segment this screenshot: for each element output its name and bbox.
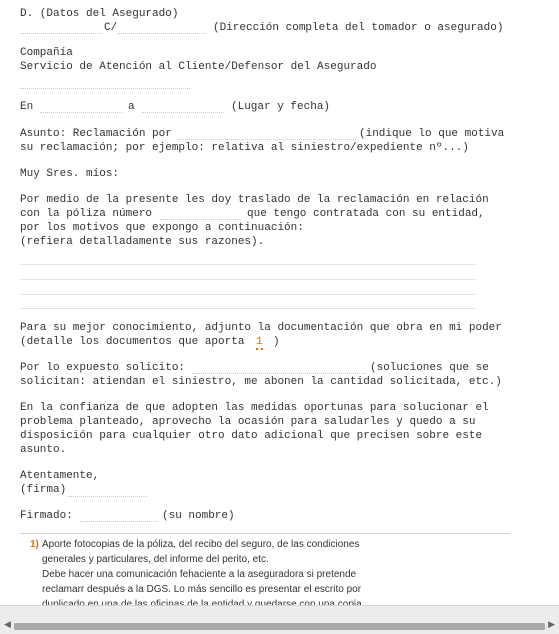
insured-data: D. (Datos del Asegurado) xyxy=(20,8,179,20)
policy-number-blank xyxy=(160,219,242,220)
greeting: Muy Sres. míos: xyxy=(20,168,120,180)
request-prefix: Por lo expuesto solicito: xyxy=(20,362,186,374)
scroll-left-arrow-icon[interactable]: ◀ xyxy=(4,620,11,630)
request-note: (soluciones que se xyxy=(370,362,489,374)
closing-line3: disposición para cualquier otro dato adicional que precisen sobre este xyxy=(20,430,483,442)
subject-note: (indique lo que motiva xyxy=(359,128,505,140)
place-blank xyxy=(40,112,122,113)
name-blank xyxy=(80,521,158,522)
place-prefix: En xyxy=(20,101,34,113)
reason-line-4 xyxy=(20,308,476,309)
body2-line2a: (detalle los documentos que aporta xyxy=(20,336,245,348)
signature-blank xyxy=(68,496,148,497)
request-blank xyxy=(192,373,366,374)
signed-prefix: Firmado: xyxy=(20,510,73,522)
body1-line3: por los motivos que expongo a continuación: xyxy=(20,222,304,234)
signed-note: (su nombre) xyxy=(162,510,235,522)
closing-line4: asunto. xyxy=(20,444,67,456)
scroll-right-arrow-icon[interactable]: ▶ xyxy=(548,620,555,630)
footnote-line-2: generales y particulares, del informe del perito, etc. xyxy=(42,554,269,565)
scrollbar-thumb[interactable] xyxy=(14,623,545,630)
street-blank-before xyxy=(20,33,102,34)
reason-line-2 xyxy=(20,279,476,280)
address-note: (Dirección completa del tomador o asegurado) xyxy=(213,22,504,34)
body1-line1: Por medio de la presente les doy traslado de la reclamación en relación xyxy=(20,194,489,206)
street-blank xyxy=(118,33,206,34)
reason-line-1 xyxy=(20,264,476,265)
closing-line2: problema planteado, aprovecho la ocasión para saludarles y quedo a su xyxy=(20,416,476,428)
footnote-line-4: reclamarr después a la DGS. Lo más sencillo es presentar el escrito por xyxy=(42,584,362,595)
signature-label: (firma) xyxy=(20,484,67,496)
footnote-number: 1) xyxy=(30,539,39,550)
body2-line2b: ) xyxy=(273,336,280,348)
footnote-line-3: Debe hacer una comunicación fehaciente a la aseguradora si pretende xyxy=(42,569,357,580)
service-label: Servicio de Atención al Cliente/Defensor del Asegurado xyxy=(20,61,377,73)
horizontal-scrollbar[interactable] xyxy=(0,605,559,634)
reason-line-3 xyxy=(20,294,476,295)
subject-line2: su reclamación; por ejemplo: relativa al siniestro/expediente nº...) xyxy=(20,142,469,154)
footnote-line-1: Aporte fotocopias de la póliza, del recibo del seguro, de las condiciones xyxy=(42,539,360,550)
place-date-note: (Lugar y fecha) xyxy=(231,101,331,113)
subject-prefix: Asunto: Reclamación por xyxy=(20,128,172,140)
footnote-reference-number: 1 xyxy=(256,336,263,348)
body1-line2a: con la póliza número xyxy=(20,208,153,220)
street-prefix: C/ xyxy=(104,22,118,34)
company-address-blank xyxy=(20,88,190,89)
date-blank xyxy=(142,112,224,113)
footnote-separator xyxy=(20,533,510,534)
body2-line1: Para su mejor conocimiento, adjunto la documentación que obra en mi poder xyxy=(20,322,502,334)
regards: Atentamente, xyxy=(20,470,100,482)
body1-line2b: que tengo contratada con su entidad, xyxy=(247,208,485,220)
request-line2: solicitan: atiendan el siniestro, me abonen la cantidad solicitada, etc.) xyxy=(20,376,502,388)
subject-blank xyxy=(178,139,356,140)
company-label: Compañía xyxy=(20,47,73,59)
closing-line1: En la confianza de que adopten las medidas oportunas para solucionar el xyxy=(20,402,489,414)
date-joiner: a xyxy=(128,101,135,113)
body1-line4: (refiera detalladamente sus razones). xyxy=(20,236,265,248)
footnote-reference[interactable] xyxy=(256,336,263,350)
